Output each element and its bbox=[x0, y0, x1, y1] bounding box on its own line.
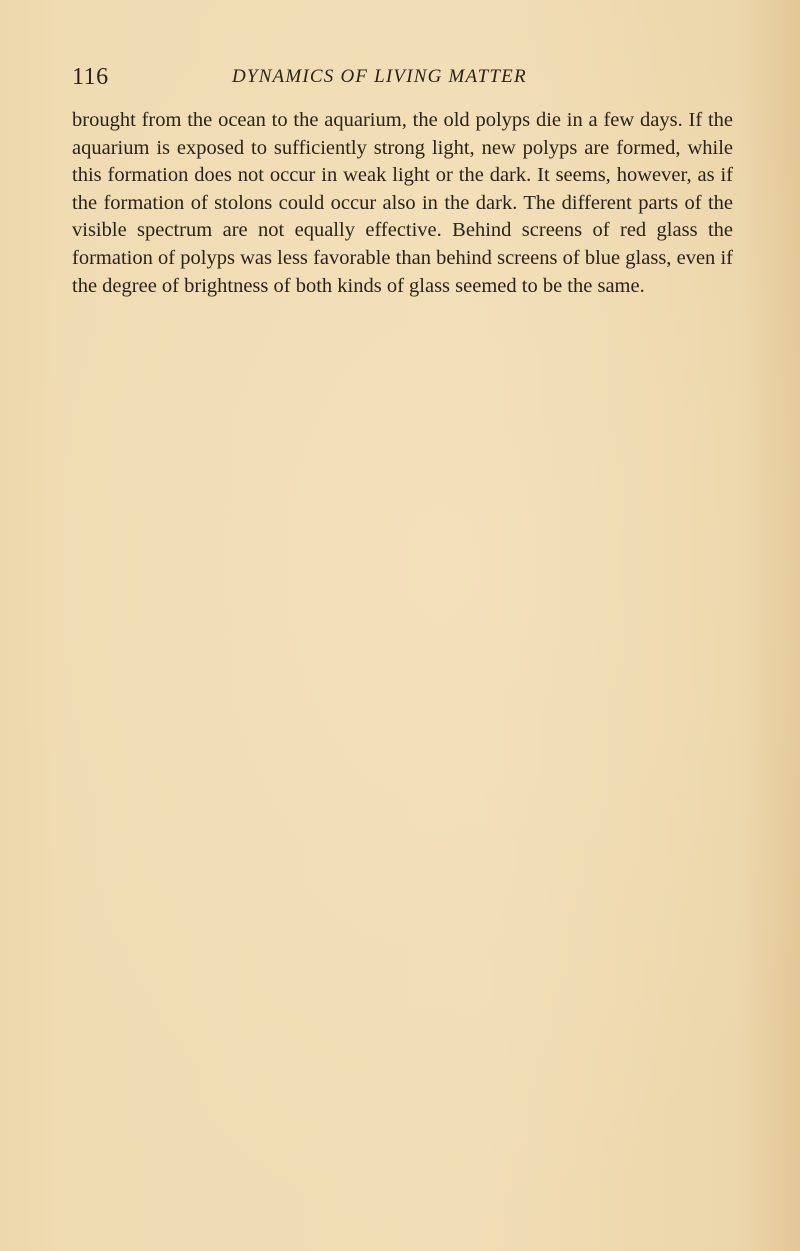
running-head: DYNAMICS OF LIVING MATTER bbox=[232, 66, 527, 87]
page-header bbox=[72, 62, 732, 92]
page-number: 116 bbox=[72, 64, 109, 90]
body-paragraph: brought from the ocean to the aquarium, the old polyps die in a few days. If the aquarium is exposed to sufficiently strong light, new polyps are formed, while this formation does not occur in weak light or the dark. It seems, however, as if the formation of stolons could occur also in the dark. The different parts of the visible spectrum are not equally effective. Behind screens of red glass the formation of polyps was less favorable than behind screens of blue glass, even if the degree of brightness of both kinds of glass seemed to be the same. bbox=[72, 109, 733, 297]
